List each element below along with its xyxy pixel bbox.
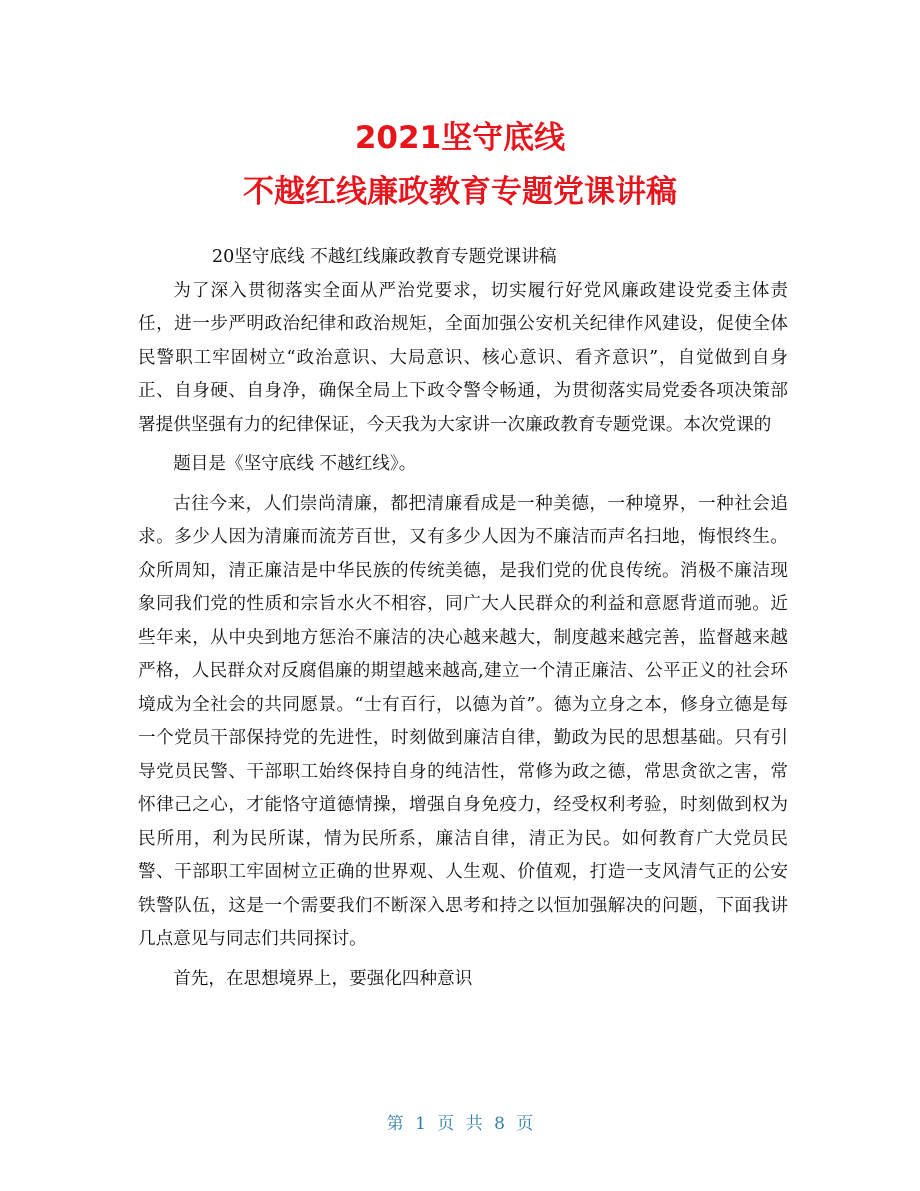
page-indicator: 第 1 页 共 8 页	[386, 1114, 534, 1134]
paragraph-first-point: 首先，在思想境界上，要强化四种意识	[173, 968, 473, 989]
document-subtitle: 20坚守底线 不越红线廉政教育专题党课讲稿	[211, 247, 557, 267]
paragraph-main: 古往今来，人们崇尚清廉，都把清廉看成是一种美德，一种境界，一种社会追求。多少人因为清廉而流芳百世，又有多少人因为不廉洁而声名扫地，悔恨终生。众所周知，清正廉洁是中华民族的传统美德，是我们党的优良传统。消极不廉洁现象同我们党的性质和宗旨水火不相容，同广大人民群众的利益和意愿背道而驰。近些年来，从中央到地方惩治不廉洁的决心越来越大，制度越来越完善，监督越来越严格，人民群众对反腐倡廉的期望越来越高,建立一个清正廉洁、公平正义的社会环境成为全社会的共同愿景。“士有百行，以德为首”。德为立身之本，修身立德是每一个党员干部保持党的先进性，时刻做到廉洁自律，勤政为民的思想基础。只有引导党员民警、干部职工始终保持自身的纯洁性，常修为政之德，常思贪欲之害，常怀律己之心，才能恪守道德情操，增强自身免疫力，经受权利考验，时刻做到权为民所用，利为民所谋，情为民所系，廉洁自律，清正为民。如何教育广大党员民警、干部职工牢固树立正确的世界观、人生观、价值观，打造一支风清气正的公安铁警队伍，这是一个需要我们不断深入思考和持之以恒加强解决的问题，下面我讲几点意见与同志们共同探讨。	[138, 493, 788, 949]
paragraph-intro: 为了深入贯彻落实全面从严治党要求，切实履行好党风廉政建设党委主体责任，进一步严明政治纪律和政治规矩，全面加强公安机关纪律作风建设，促使全体民警职工牢固树立“政治意识、大局意识、核心意识、看齐意识”，自觉做到自身正、自身硬、自身净，确保全局上下政令警令畅通，为贯彻落实局党委各项决策部署提供坚强有力的纪律保证，今天我为大家讲一次廉政教育专题党课。本次党课的	[138, 280, 788, 435]
document-title-line1: 2021坚守底线	[354, 120, 566, 156]
document-title-line2: 不越红线廉政教育专题党课讲稿	[243, 174, 677, 210]
paragraph-topic: 题目是《坚守底线 不越红线》。	[173, 454, 417, 474]
document-body	[138, 241, 788, 996]
